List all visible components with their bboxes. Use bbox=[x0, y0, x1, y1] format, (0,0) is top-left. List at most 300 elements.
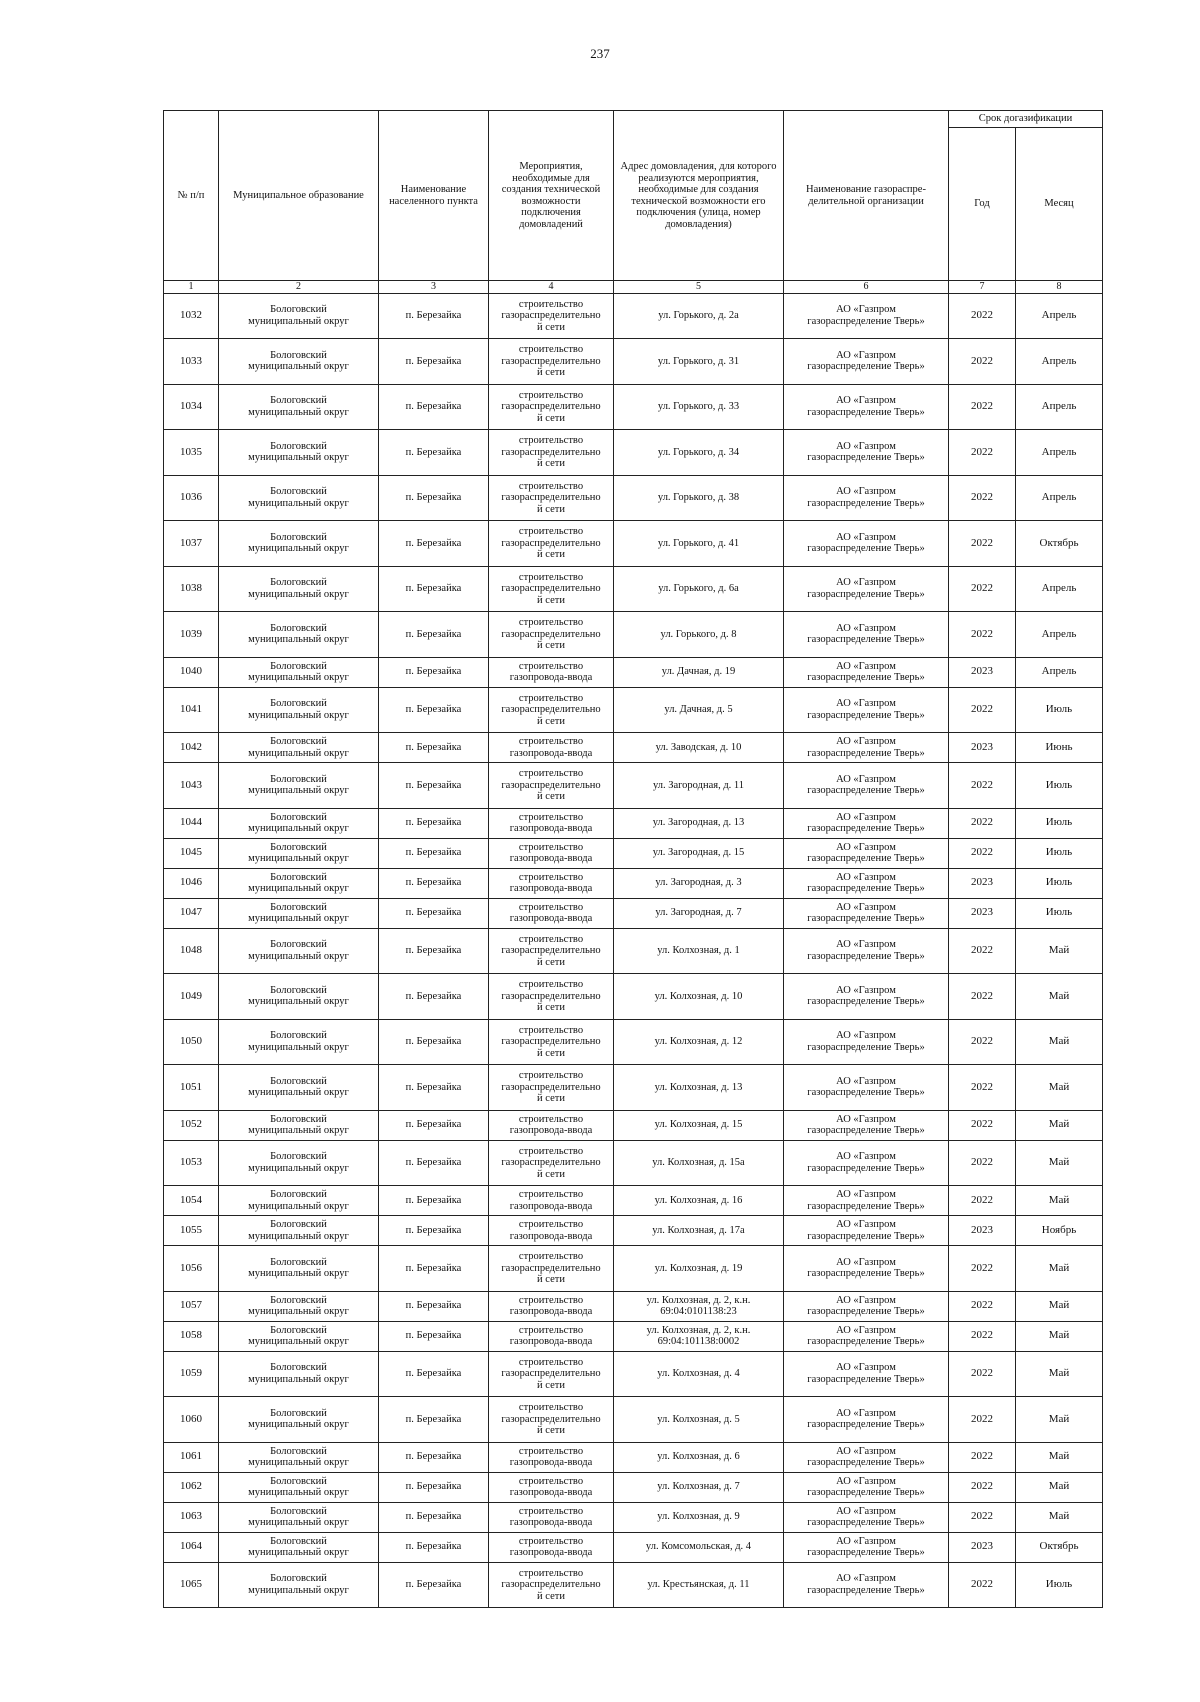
organization-cell bbox=[784, 1186, 949, 1216]
organization-cell bbox=[784, 384, 949, 430]
address-line: ул. Комсомольская, д. 4 bbox=[645, 1541, 752, 1553]
table-row bbox=[164, 521, 1103, 567]
measure-cell bbox=[489, 763, 614, 809]
municipality-cell bbox=[219, 1246, 379, 1292]
measure-line: строительство bbox=[518, 736, 584, 747]
row-number: 1039 bbox=[164, 612, 219, 658]
row-number: 1033 bbox=[164, 339, 219, 385]
measure-line: строительство bbox=[518, 1189, 584, 1200]
organization-cell bbox=[784, 475, 949, 521]
organization-cell bbox=[784, 1291, 949, 1321]
organization-line: газораспределение Тверь» bbox=[807, 1200, 925, 1212]
measure-cell bbox=[489, 868, 614, 898]
municipality-line: Бологовский bbox=[270, 660, 327, 672]
measure-line: газопровода-ввода bbox=[509, 1487, 593, 1498]
municipality-cell bbox=[219, 475, 379, 521]
address-cell bbox=[614, 475, 784, 521]
measure-line: й сети bbox=[537, 321, 565, 333]
measure-line: газораспределительно bbox=[501, 1413, 601, 1425]
address-cell bbox=[614, 733, 784, 763]
month-cell: Май bbox=[1016, 1246, 1103, 1292]
organization-cell bbox=[784, 1562, 949, 1608]
municipality-line: Бологовский bbox=[270, 1294, 327, 1306]
table-row bbox=[164, 838, 1103, 868]
year-cell: 2022 bbox=[949, 928, 1016, 974]
page-number: 237 bbox=[590, 46, 610, 61]
address-line: ул. Колхозная, д. 12 bbox=[654, 1036, 743, 1047]
address-line: ул. Горького, д. 34 bbox=[657, 446, 740, 458]
municipality-line: муниципальный округ bbox=[248, 634, 349, 646]
measure-line: й сети bbox=[537, 1274, 565, 1285]
municipality-cell bbox=[219, 1019, 379, 1065]
row-number: 1045 bbox=[164, 838, 219, 868]
year-cell: 2022 bbox=[949, 475, 1016, 521]
measure-line: газопровода-ввода bbox=[509, 853, 593, 864]
measure-line: газопровода-ввода bbox=[509, 1306, 593, 1317]
organization-cell bbox=[784, 293, 949, 339]
table-row bbox=[164, 1246, 1103, 1292]
municipality-line: Бологовский bbox=[270, 811, 327, 823]
organization-line: газораспределение Тверь» bbox=[807, 1230, 925, 1242]
organization-line: газораспределение Тверь» bbox=[807, 996, 925, 1008]
municipality-cell bbox=[219, 1442, 379, 1472]
organization-cell bbox=[784, 974, 949, 1020]
address-cell bbox=[614, 1532, 784, 1562]
month-cell: Апрель bbox=[1016, 384, 1103, 430]
table-row bbox=[164, 657, 1103, 687]
settlement-cell: п. Березайка bbox=[379, 1019, 489, 1065]
measure-cell bbox=[489, 1186, 614, 1216]
gasification-table bbox=[163, 110, 1103, 1608]
measure-line: й сети bbox=[537, 1093, 565, 1104]
measure-cell bbox=[489, 928, 614, 974]
measure-line: газораспределительно bbox=[501, 628, 601, 640]
measure-line: строительство bbox=[518, 933, 584, 945]
measure-line: й сети bbox=[537, 1379, 565, 1391]
settlement-cell: п. Березайка bbox=[379, 928, 489, 974]
measure-line: строительство bbox=[518, 480, 584, 492]
address-line: ул. Колхозная, д. 13 bbox=[654, 1081, 743, 1093]
organization-line: АО «Газпром bbox=[836, 811, 896, 823]
measure-line: строительство bbox=[518, 660, 584, 672]
address-cell bbox=[614, 1186, 784, 1216]
row-number: 1048 bbox=[164, 928, 219, 974]
table-row bbox=[164, 1321, 1103, 1351]
measure-cell bbox=[489, 521, 614, 567]
settlement-cell: п. Березайка bbox=[379, 430, 489, 476]
measure-cell bbox=[489, 430, 614, 476]
row-number: 1063 bbox=[164, 1502, 219, 1532]
measure-line: строительство bbox=[518, 1024, 584, 1036]
municipality-line: муниципальный округ bbox=[248, 543, 349, 555]
organization-line: газораспределение Тверь» bbox=[807, 497, 925, 509]
measure-cell bbox=[489, 612, 614, 658]
address-line: ул. Загородная, д. 11 bbox=[652, 779, 745, 791]
measure-cell bbox=[489, 384, 614, 430]
municipality-cell bbox=[219, 293, 379, 339]
year-cell: 2022 bbox=[949, 339, 1016, 385]
header-deadline: Срок догазификации bbox=[949, 111, 1103, 128]
row-number: 1036 bbox=[164, 475, 219, 521]
municipality-line: муниципальный округ bbox=[248, 1547, 349, 1558]
month-cell: Октябрь bbox=[1016, 1532, 1103, 1562]
table-row bbox=[164, 1019, 1103, 1065]
organization-cell bbox=[784, 657, 949, 687]
address-line: ул. Загородная, д. 7 bbox=[655, 907, 742, 919]
column-number: 7 bbox=[949, 281, 1016, 294]
month-cell: Май bbox=[1016, 1186, 1103, 1216]
row-number: 1053 bbox=[164, 1140, 219, 1186]
table-row bbox=[164, 1442, 1103, 1472]
organization-line: газораспределение Тверь» bbox=[807, 452, 925, 464]
measure-line: строительство bbox=[518, 389, 584, 401]
municipality-cell bbox=[219, 1397, 379, 1443]
address-line: ул. Горького, д. 33 bbox=[657, 401, 740, 412]
month-cell: Май bbox=[1016, 1321, 1103, 1351]
organization-line: газораспределение Тверь» bbox=[807, 315, 925, 327]
address-line: ул. Колхозная, д. 15 bbox=[654, 1119, 743, 1131]
address-line: ул. Горького, д. 31 bbox=[657, 355, 740, 367]
municipality-line: муниципальный округ bbox=[248, 315, 349, 327]
organization-line: АО «Газпром bbox=[836, 531, 896, 543]
municipality-line: муниципальный округ bbox=[248, 950, 349, 962]
measure-cell bbox=[489, 1110, 614, 1140]
measure-line: й сети bbox=[537, 503, 565, 515]
organization-line: газораспределение Тверь» bbox=[807, 672, 925, 683]
measure-cell bbox=[489, 1532, 614, 1562]
municipality-line: муниципальный округ bbox=[248, 497, 349, 509]
month-cell: Апрель bbox=[1016, 475, 1103, 521]
row-number: 1037 bbox=[164, 521, 219, 567]
organization-line: газораспределение Тверь» bbox=[807, 883, 925, 894]
settlement-cell: п. Березайка bbox=[379, 475, 489, 521]
header-row bbox=[164, 111, 1103, 128]
measure-line: строительство bbox=[518, 1251, 584, 1262]
organization-line: АО «Газпром bbox=[836, 1362, 896, 1374]
organization-line: газораспределение Тверь» bbox=[807, 1336, 925, 1347]
address-cell bbox=[614, 763, 784, 809]
address-cell bbox=[614, 339, 784, 385]
address-line: ул. Колхозная, д. 15а bbox=[652, 1157, 745, 1168]
measure-line: строительство bbox=[518, 841, 584, 853]
organization-line: АО «Газпром bbox=[836, 773, 896, 785]
measure-line: газораспределительно bbox=[501, 1081, 601, 1093]
table-row bbox=[164, 1140, 1103, 1186]
municipality-line: Бологовский bbox=[270, 1151, 327, 1163]
table-row bbox=[164, 339, 1103, 385]
municipality-line: Бологовский bbox=[270, 901, 327, 913]
measure-line: строительство bbox=[518, 979, 584, 990]
municipality-cell bbox=[219, 657, 379, 687]
measure-line: газораспределительно bbox=[501, 1579, 601, 1590]
measure-line: газораспределительно bbox=[501, 1157, 601, 1168]
measure-line: газопровода-ввода bbox=[509, 672, 593, 683]
organization-cell bbox=[784, 521, 949, 567]
measure-line: газораспределительно bbox=[501, 583, 601, 594]
measure-line: газораспределительно bbox=[501, 990, 601, 1002]
year-cell: 2023 bbox=[949, 868, 1016, 898]
measure-line: строительство bbox=[518, 768, 584, 779]
organization-line: АО «Газпром bbox=[836, 1189, 896, 1200]
measure-line: газопровода-ввода bbox=[509, 1336, 593, 1347]
row-number: 1051 bbox=[164, 1065, 219, 1111]
organization-line: АО «Газпром bbox=[836, 1219, 896, 1230]
settlement-cell: п. Березайка bbox=[379, 293, 489, 339]
measure-cell bbox=[489, 475, 614, 521]
municipality-line: муниципальный округ bbox=[248, 452, 349, 464]
measure-line: й сети bbox=[537, 549, 565, 560]
settlement-cell: п. Березайка bbox=[379, 1562, 489, 1608]
address-line: 69:04:101138:0002 bbox=[657, 1336, 740, 1347]
settlement-cell: п. Березайка bbox=[379, 1110, 489, 1140]
measure-cell bbox=[489, 339, 614, 385]
settlement-cell: п. Березайка bbox=[379, 1216, 489, 1246]
table-row bbox=[164, 475, 1103, 521]
municipality-line: муниципальный округ bbox=[248, 1517, 349, 1528]
measure-line: строительство bbox=[518, 1356, 584, 1368]
address-line: ул. Колхозная, д. 2, к.н. bbox=[646, 1294, 751, 1306]
organization-line: газораспределение Тверь» bbox=[807, 823, 925, 834]
organization-cell bbox=[784, 1532, 949, 1562]
municipality-line: Бологовский bbox=[270, 1505, 327, 1517]
address-line: ул. Дачная, д. 19 bbox=[661, 666, 736, 678]
municipality-line: муниципальный округ bbox=[248, 1268, 349, 1280]
organization-cell bbox=[784, 763, 949, 809]
measure-line: строительство bbox=[518, 617, 584, 628]
measure-line: строительство bbox=[518, 901, 584, 913]
address-cell bbox=[614, 657, 784, 687]
organization-line: газораспределение Тверь» bbox=[807, 588, 925, 600]
month-cell: Май bbox=[1016, 1397, 1103, 1443]
organization-cell bbox=[784, 898, 949, 928]
measure-line: строительство bbox=[518, 1219, 584, 1230]
municipality-cell bbox=[219, 1110, 379, 1140]
column-number: 1 bbox=[164, 281, 219, 294]
municipality-line: муниципальный округ bbox=[248, 406, 349, 418]
organization-line: АО «Газпром bbox=[836, 622, 896, 634]
organization-line: АО «Газпром bbox=[836, 871, 896, 883]
municipality-line: муниципальный округ bbox=[248, 1125, 349, 1136]
organization-cell bbox=[784, 1140, 949, 1186]
measure-line: газораспределительно bbox=[501, 704, 601, 715]
table-row bbox=[164, 1110, 1103, 1140]
settlement-cell: п. Березайка bbox=[379, 1186, 489, 1216]
municipality-cell bbox=[219, 1321, 379, 1351]
organization-line: газораспределение Тверь» bbox=[807, 950, 925, 962]
municipality-line: Бологовский bbox=[270, 1573, 327, 1585]
address-cell bbox=[614, 898, 784, 928]
month-cell: Май bbox=[1016, 1472, 1103, 1502]
municipality-line: Бологовский bbox=[270, 1407, 327, 1419]
municipality-line: Бологовский bbox=[270, 1324, 327, 1336]
row-number: 1060 bbox=[164, 1397, 219, 1443]
year-cell: 2022 bbox=[949, 1472, 1016, 1502]
measure-line: й сети bbox=[537, 791, 565, 802]
municipality-line: Бологовский bbox=[270, 1256, 327, 1268]
measure-line: газопровода-ввода bbox=[509, 1125, 593, 1136]
month-cell: Октябрь bbox=[1016, 521, 1103, 567]
measure-line: строительство bbox=[518, 298, 584, 310]
address-line: ул. Колхозная, д. 10 bbox=[654, 990, 743, 1002]
address-cell bbox=[614, 1216, 784, 1246]
address-line: ул. Колхозная, д. 19 bbox=[654, 1262, 743, 1274]
municipality-line: Бологовский bbox=[270, 486, 327, 498]
measure-line: й сети bbox=[537, 956, 565, 968]
organization-line: АО «Газпром bbox=[836, 440, 896, 452]
municipality-line: Бологовский bbox=[270, 1189, 327, 1200]
column-number: 2 bbox=[219, 281, 379, 294]
measure-line: газораспределительно bbox=[501, 446, 601, 458]
year-cell: 2022 bbox=[949, 763, 1016, 809]
row-number: 1032 bbox=[164, 293, 219, 339]
year-cell: 2022 bbox=[949, 293, 1016, 339]
address-line: ул. Горького, д. 8 bbox=[660, 628, 737, 640]
measure-line: строительство bbox=[518, 1567, 584, 1579]
measure-line: строительство bbox=[518, 344, 584, 355]
organization-line: АО «Газпром bbox=[836, 486, 896, 498]
measure-cell bbox=[489, 808, 614, 838]
column-number: 8 bbox=[1016, 281, 1103, 294]
row-number: 1061 bbox=[164, 1442, 219, 1472]
organization-cell bbox=[784, 687, 949, 733]
organization-line: АО «Газпром bbox=[836, 577, 896, 589]
year-cell: 2022 bbox=[949, 1351, 1016, 1397]
measure-line: газораспределительно bbox=[501, 401, 601, 412]
measure-cell bbox=[489, 687, 614, 733]
address-line: ул. Колхозная, д. 4 bbox=[657, 1368, 740, 1379]
address-cell bbox=[614, 1019, 784, 1065]
address-line: 69:04:0101138:23 bbox=[660, 1306, 737, 1317]
table-row bbox=[164, 384, 1103, 430]
header-settlement: Наименование населенного пункта bbox=[379, 111, 489, 281]
year-cell: 2022 bbox=[949, 1442, 1016, 1472]
address-line: ул. Колхозная, д. 1 bbox=[657, 945, 740, 956]
table-row bbox=[164, 1216, 1103, 1246]
organization-cell bbox=[784, 1472, 949, 1502]
municipality-line: Бологовский bbox=[270, 939, 327, 951]
organization-line: газораспределение Тверь» bbox=[807, 1373, 925, 1385]
measure-line: газопровода-ввода bbox=[509, 913, 593, 924]
organization-cell bbox=[784, 1110, 949, 1140]
municipality-cell bbox=[219, 566, 379, 612]
measure-line: газопровода-ввода bbox=[509, 1457, 593, 1468]
settlement-cell: п. Березайка bbox=[379, 339, 489, 385]
municipality-cell bbox=[219, 898, 379, 928]
organization-line: газораспределение Тверь» bbox=[807, 1517, 925, 1528]
organization-line: АО «Газпром bbox=[836, 901, 896, 913]
month-cell: Май bbox=[1016, 1442, 1103, 1472]
settlement-cell: п. Березайка bbox=[379, 763, 489, 809]
organization-line: газораспределение Тверь» bbox=[807, 1162, 925, 1174]
municipality-line: Бологовский bbox=[270, 871, 327, 883]
organization-line: АО «Газпром bbox=[836, 1475, 896, 1487]
address-cell bbox=[614, 838, 784, 868]
month-cell: Май bbox=[1016, 1502, 1103, 1532]
municipality-line: Бологовский bbox=[270, 841, 327, 853]
municipality-line: Бологовский bbox=[270, 1075, 327, 1087]
address-line: ул. Загородная, д. 13 bbox=[652, 817, 745, 829]
measure-cell bbox=[489, 1321, 614, 1351]
measure-cell bbox=[489, 898, 614, 928]
row-number: 1050 bbox=[164, 1019, 219, 1065]
measure-line: газопровода-ввода bbox=[509, 1200, 593, 1212]
month-cell: Апрель bbox=[1016, 293, 1103, 339]
month-cell: Май bbox=[1016, 1291, 1103, 1321]
month-cell: Июль bbox=[1016, 838, 1103, 868]
organization-line: газораспределение Тверь» bbox=[807, 709, 925, 721]
measure-cell bbox=[489, 566, 614, 612]
header-address: Адрес домовладения, для которого реализуются мероприятия, необходимые для создания технической возможности его подключения (улица, номер домовладения) bbox=[614, 111, 784, 281]
organization-line: газораспределение Тверь» bbox=[807, 1268, 925, 1280]
organization-line: газораспределение Тверь» bbox=[807, 1041, 925, 1053]
address-cell bbox=[614, 293, 784, 339]
measure-line: строительство bbox=[518, 1145, 584, 1157]
organization-cell bbox=[784, 1442, 949, 1472]
column-number: 5 bbox=[614, 281, 784, 294]
organization-line: АО «Газпром bbox=[836, 660, 896, 672]
organization-line: газораспределение Тверь» bbox=[807, 785, 925, 797]
municipality-cell bbox=[219, 1065, 379, 1111]
settlement-cell: п. Березайка bbox=[379, 1065, 489, 1111]
header-month: Месяц bbox=[1016, 128, 1103, 281]
month-cell: Июль bbox=[1016, 763, 1103, 809]
year-cell: 2022 bbox=[949, 1321, 1016, 1351]
municipality-line: Бологовский bbox=[270, 736, 327, 747]
table-row bbox=[164, 1186, 1103, 1216]
organization-line: АО «Газпром bbox=[836, 841, 896, 853]
month-cell: Ноябрь bbox=[1016, 1216, 1103, 1246]
table-row bbox=[164, 733, 1103, 763]
measure-line: строительство bbox=[518, 571, 584, 583]
month-cell: Апрель bbox=[1016, 339, 1103, 385]
row-number: 1049 bbox=[164, 974, 219, 1020]
organization-line: газораспределение Тверь» bbox=[807, 1487, 925, 1498]
organization-cell bbox=[784, 1351, 949, 1397]
column-number: 4 bbox=[489, 281, 614, 294]
municipality-line: Бологовский bbox=[270, 1030, 327, 1042]
organization-line: АО «Газпром bbox=[836, 939, 896, 951]
municipality-line: муниципальный округ bbox=[248, 1373, 349, 1385]
month-cell: Апрель bbox=[1016, 657, 1103, 687]
measure-line: й сети bbox=[537, 1047, 565, 1059]
year-cell: 2022 bbox=[949, 687, 1016, 733]
month-cell: Июль bbox=[1016, 868, 1103, 898]
organization-line: АО «Газпром bbox=[836, 1030, 896, 1042]
settlement-cell: п. Березайка bbox=[379, 657, 489, 687]
address-line: ул. Заводская, д. 10 bbox=[655, 741, 742, 753]
municipality-line: Бологовский bbox=[270, 349, 327, 361]
organization-line: АО «Газпром bbox=[836, 1151, 896, 1163]
header-organization: Наименование газораспре-делительной организации bbox=[784, 111, 949, 281]
municipality-line: Бологовский bbox=[270, 395, 327, 407]
year-cell: 2022 bbox=[949, 1397, 1016, 1443]
row-number: 1040 bbox=[164, 657, 219, 687]
row-number: 1044 bbox=[164, 808, 219, 838]
organization-line: АО «Газпром bbox=[836, 1113, 896, 1125]
address-cell bbox=[614, 808, 784, 838]
row-number: 1062 bbox=[164, 1472, 219, 1502]
year-cell: 2022 bbox=[949, 974, 1016, 1020]
month-cell: Апрель bbox=[1016, 612, 1103, 658]
address-cell bbox=[614, 1246, 784, 1292]
address-cell bbox=[614, 928, 784, 974]
measure-line: строительство bbox=[518, 692, 584, 704]
municipality-cell bbox=[219, 384, 379, 430]
table-row bbox=[164, 293, 1103, 339]
measure-line: й сети bbox=[537, 1002, 565, 1013]
measure-cell bbox=[489, 1397, 614, 1443]
year-cell: 2022 bbox=[949, 612, 1016, 658]
